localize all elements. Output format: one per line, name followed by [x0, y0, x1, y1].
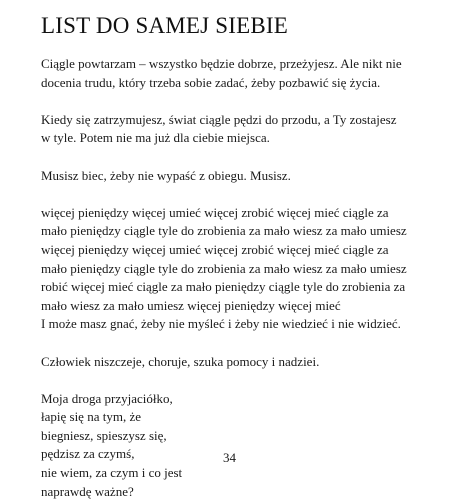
paragraph-letter: Moja droga przyjaciółko, łapię się na tym, że biegniesz, spieszysz się, pędzisz za czymś, nie wiem, za czym i co jest naprawdę ważne?	[41, 390, 183, 499]
paragraph-world: Kiedy się zatrzymujesz, świat ciągle pędzi do przodu, a Ty zostajesz w tyle. Potem nie ma już dla ciebie miejsca.	[41, 111, 397, 146]
paragraph-human: Człowiek niszczeje, choruje, szuka pomocy i nadziei.	[41, 353, 320, 369]
paragraph-intro: Ciągle powtarzam – wszystko będzie dobrze, przeżyjesz. Ale nikt nie docenia trudu, który trzeba sobie zadać, żeby pozbawić się życia.	[41, 56, 402, 90]
document-body	[41, 55, 433, 501]
paragraph-litany: więcej pieniędzy więcej umieć więcej zrobić więcej mieć ciągle za mało pieniędzy ciągle tyle do zrobienia za mało wiesz za mało umiesz więcej pieniędzy więcej umieć więcej zrobić więcej mieć ciągle za mało pieniędzy ciągle tyle do zrobienia za mało wiesz za mało umiesz robić więcej mieć ciągle za mało pieniędzy ciągle tyle do zrobienia za mało wiesz za mało umiesz więcej pieniędzy więcej mieć I może masz gnać, żeby nie myśleć i żeby nie wiedzieć i nie widzieć.	[41, 204, 407, 332]
page-number: 34	[223, 450, 236, 465]
document-title: LIST DO SAMEJ SIEBIE	[41, 13, 289, 38]
paragraph-run: Musisz biec, żeby nie wypaść z obiegu. Musisz.	[41, 167, 291, 183]
